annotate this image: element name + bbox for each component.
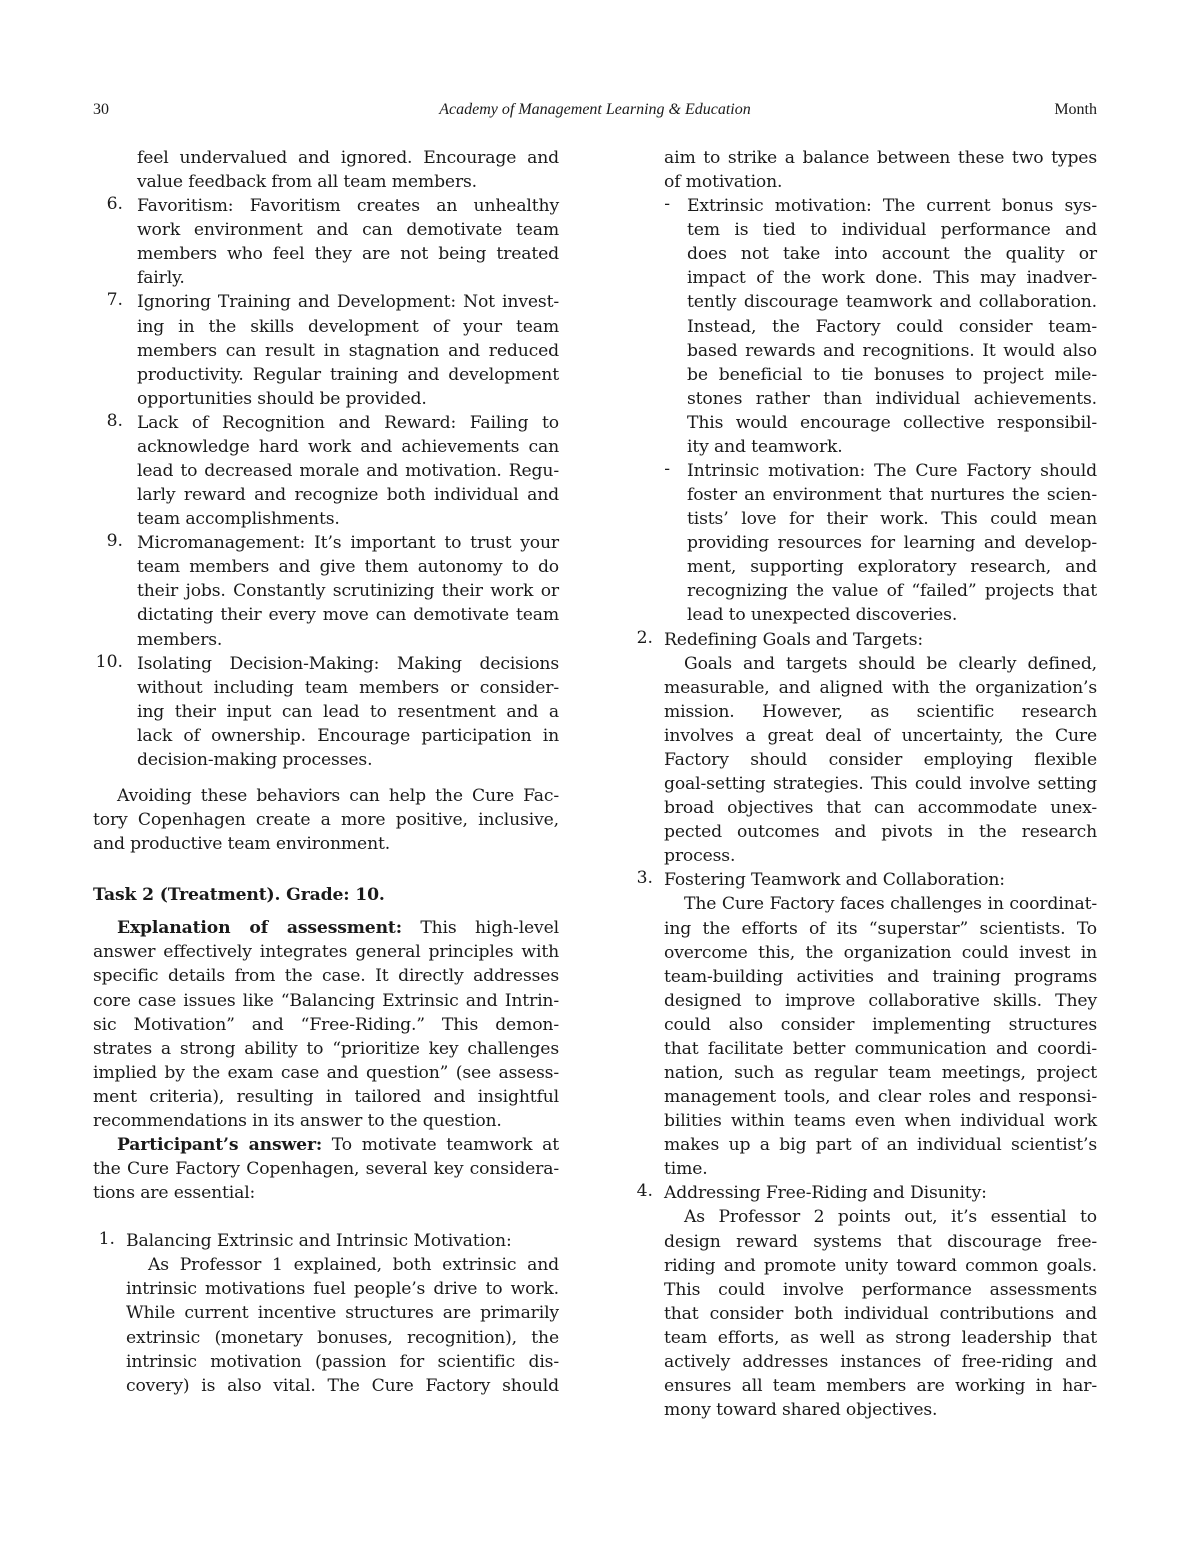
text-line: tently discourage teamwork and collaboration. [687, 292, 1097, 313]
text-line: dictating their every move can demotivate team [137, 605, 559, 626]
text-line: based rewards and recognitions. It would also [687, 340, 1097, 361]
text-line: Factory should consider employing flexible [664, 749, 1097, 770]
text-line: ment, supporting exploratory research, and [687, 557, 1097, 578]
text-line: mony toward shared objectives. [664, 1400, 938, 1421]
answer-item-1 [93, 1229, 559, 1398]
text-line: ing their input can lead to resentment and a [137, 701, 559, 722]
text-line: stones rather than individual achievements. [687, 388, 1097, 409]
item-1-continuation [664, 146, 1097, 194]
text-line: As Professor 1 explained, both extrinsic and [148, 1255, 559, 1276]
numbered-list [93, 194, 559, 772]
text-span: This high-level [420, 918, 559, 939]
text-line: work environment and can demotivate team [137, 220, 559, 241]
text-line [93, 1133, 559, 1157]
item-number: 8. [106, 410, 123, 431]
text-line: tions are essential: [93, 1183, 256, 1204]
text-line: As Professor 2 points out, it’s essential to [684, 1207, 1097, 1228]
text-line: does not take into account the quality or [687, 244, 1097, 265]
text-line: recognizing the value of “failed” projects that [687, 581, 1097, 602]
item-number: 10. [95, 651, 123, 672]
explanation-paragraph [93, 916, 559, 1133]
text-line: tory Copenhagen create a more positive, inclusive, [93, 810, 559, 831]
text-line: Ignoring Training and Development: Not invest- [137, 292, 559, 313]
left-column [93, 146, 559, 1398]
text-line: impact of the work done. This may inadver- [687, 268, 1097, 289]
text-line: feel undervalued and ignored. Encourage and [137, 148, 559, 168]
section-heading: Task 2 (Treatment). Grade: 10. [93, 885, 385, 906]
text-line: Avoiding these behaviors can help the Cure Fac- [117, 786, 559, 807]
text-line: overcome this, the organization could invest in [664, 942, 1097, 963]
text-span: To motivate teamwork at [331, 1134, 559, 1155]
item-title: Fostering Teamwork and Collaboration: [664, 870, 1005, 891]
text-line: Intrinsic motivation: The Cure Factory should [687, 461, 1097, 482]
list-item [93, 411, 559, 531]
item-number: 6. [106, 194, 123, 215]
text-line: core case issues like “Balancing Extrinsic and Intrin- [93, 990, 559, 1011]
text-line: could also consider implementing structures [664, 1014, 1097, 1035]
text-line: lead to unexpected discoveries. [687, 605, 958, 626]
answer-item [636, 1181, 1097, 1422]
text-line [93, 916, 559, 940]
participant-answer-label: Participant’s answer: [117, 1134, 323, 1155]
text-line: decision-making processes. [137, 749, 373, 770]
text-line: that facilitate better communication and coordi- [664, 1038, 1097, 1059]
text-line: designed to improve collaborative skills. They [664, 990, 1097, 1011]
dash-list-item [664, 459, 1097, 628]
text-line: time. [664, 1159, 708, 1180]
dash-bullet: - [664, 459, 670, 480]
right-column [636, 146, 1097, 1422]
issue-month: Month [1054, 101, 1097, 118]
text-line: ing in the skills development of your team [137, 316, 559, 337]
text-line: Instead, the Factory could consider team- [687, 316, 1097, 337]
text-line: providing resources for learning and develop- [687, 533, 1097, 554]
text-line: Isolating Decision-Making: Making decisions [137, 653, 559, 674]
dash-list-item [664, 194, 1097, 459]
text-line: riding and promote unity toward common goals. [664, 1255, 1097, 1276]
text-line: that consider both individual contributions and [664, 1303, 1097, 1324]
text-line: Goals and targets should be clearly defined, [684, 653, 1097, 674]
text-line: The Cure Factory faces challenges in coordinat- [684, 894, 1097, 915]
text-line: ensures all team members are working in har- [664, 1375, 1097, 1396]
text-line: larly reward and recognize both individual and [137, 485, 559, 506]
item-number: 2. [636, 627, 653, 648]
text-line: team-building activities and training programs [664, 966, 1097, 987]
text-line: members can result in stagnation and reduced [137, 340, 559, 361]
text-line: This could involve performance assessments [664, 1279, 1097, 1300]
text-line: of motivation. [664, 172, 783, 193]
text-line: members. [137, 629, 223, 650]
answer-item [636, 628, 1097, 869]
text-line: involves a great deal of uncertainty, the Cure [664, 725, 1097, 746]
text-line: tem is tied to individual performance and [687, 220, 1097, 241]
text-line: aim to strike a balance between these two types [664, 148, 1097, 168]
text-line: implied by the exam case and question” (see assess- [93, 1062, 559, 1083]
item-number: 9. [106, 531, 123, 552]
item-number: 1. [98, 1229, 115, 1250]
text-line: goal-setting strategies. This could involve setting [664, 774, 1097, 795]
answer-item [636, 868, 1097, 1181]
text-line: fairly. [137, 268, 185, 289]
item-number: 3. [636, 868, 653, 889]
text-line: their jobs. Constantly scrutinizing their work or [137, 581, 559, 602]
text-line: process. [664, 846, 736, 867]
list-item [93, 652, 559, 772]
text-line: without including team members or consider- [137, 677, 559, 698]
text-line: design reward systems that discourage free- [664, 1231, 1097, 1252]
item-title: Balancing Extrinsic and Intrinsic Motivation: [126, 1231, 512, 1252]
text-line: acknowledge hard work and achievements can [137, 436, 559, 457]
text-line: bilities within teams even when individual work [664, 1111, 1097, 1132]
text-line: Favoritism: Favoritism creates an unhealthy [137, 196, 559, 217]
text-line: While current incentive structures are primarily [126, 1303, 559, 1324]
item-title: Addressing Free-Riding and Disunity: [664, 1183, 987, 1204]
text-line: members who feel they are not being treated [137, 244, 559, 265]
text-line: covery) is also vital. The Cure Factory should [126, 1375, 559, 1396]
text-line: management tools, and clear roles and responsi- [664, 1087, 1097, 1108]
text-line: foster an environment that nurtures the scien- [687, 485, 1097, 506]
text-line: broad objectives that can accommodate unex- [664, 798, 1097, 819]
text-line: mission. However, as scientific research [664, 701, 1097, 722]
text-line: recommendations in its answer to the question. [93, 1110, 502, 1131]
dash-list [664, 194, 1097, 627]
journal-title: Academy of Management Learning & Education [439, 101, 751, 118]
text-line: actively addresses instances of free-riding and [664, 1351, 1097, 1372]
text-line: This would encourage collective responsibil- [687, 412, 1097, 433]
text-line: intrinsic motivations fuel people’s drive to work. [126, 1279, 559, 1300]
text-line: ing the efforts of its “superstar” scientists. To [664, 918, 1097, 939]
text-line: value feedback from all team members. [137, 172, 477, 193]
item-title: Redefining Goals and Targets: [664, 629, 924, 650]
text-line: opportunities should be provided. [137, 388, 427, 409]
text-line: tists’ love for their work. This could mean [687, 509, 1097, 530]
text-line: pected outcomes and pivots in the research [664, 822, 1097, 843]
text-line: strates a strong ability to “prioritize key challenges [93, 1038, 559, 1059]
text-line: nation, such as regular team meetings, project [664, 1062, 1097, 1083]
text-line: team efforts, as well as strong leadership that [664, 1327, 1097, 1348]
page-number: 30 [93, 101, 109, 118]
participant-answer-paragraph [93, 1133, 559, 1205]
running-header [93, 101, 1097, 123]
text-line: Lack of Recognition and Reward: Failing to [137, 412, 559, 433]
text-line: ity and teamwork. [687, 436, 843, 457]
list-item [93, 290, 559, 410]
dash-bullet: - [664, 194, 670, 215]
item-number: 7. [106, 290, 123, 311]
text-line: Micromanagement: It’s important to trust your [137, 533, 559, 554]
text-line: sic Motivation” and “Free-Riding.” This demon- [93, 1014, 559, 1035]
item-number: 4. [636, 1181, 653, 1202]
list-item [93, 531, 559, 651]
text-line: be beneficial to tie bonuses to project mile- [687, 364, 1097, 385]
text-line: lead to decreased morale and motivation. Regu- [137, 461, 559, 482]
text-line: Extrinsic motivation: The current bonus sys- [687, 196, 1097, 217]
text-line: team members and give them autonomy to do [137, 557, 559, 578]
list-item [93, 194, 559, 290]
text-line: team accomplishments. [137, 509, 340, 530]
text-line: makes up a big part of an individual scientist’s [664, 1135, 1097, 1156]
text-line: answer effectively integrates general principles with [93, 942, 559, 963]
explanation-label: Explanation of assessment: [117, 918, 402, 939]
text-line: intrinsic motivation (passion for scientific dis- [126, 1351, 559, 1372]
text-line: and productive team environment. [93, 834, 391, 855]
conclusion-paragraph [93, 784, 559, 856]
text-line: measurable, and aligned with the organization’s [664, 677, 1097, 698]
numbered-list [636, 628, 1097, 1423]
list-continuation [93, 146, 559, 194]
text-line: specific details from the case. It directly addresses [93, 966, 559, 987]
text-line: extrinsic (monetary bonuses, recognition), the [126, 1327, 559, 1348]
text-line: productivity. Regular training and development [137, 364, 559, 385]
text-line: lack of ownership. Encourage participation in [137, 725, 559, 746]
text-line: ment criteria), resulting in tailored and insightful [93, 1086, 559, 1107]
text-line: the Cure Factory Copenhagen, several key considera- [93, 1159, 559, 1180]
